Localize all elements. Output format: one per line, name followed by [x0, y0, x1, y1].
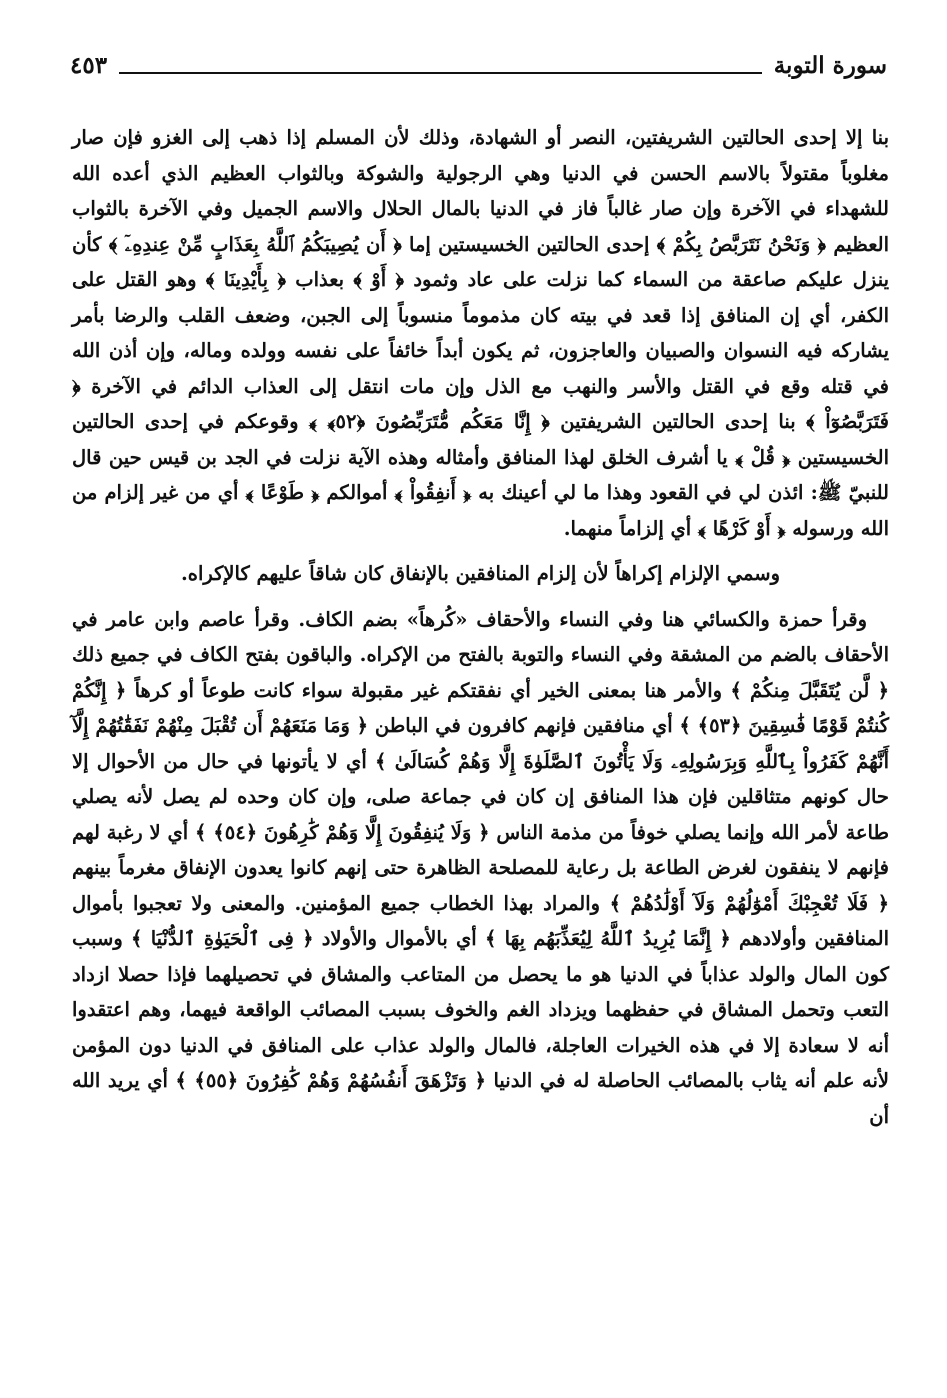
- paragraph-tafsir-2: وسمي الإلزام إكراهاً لأن إلزام المنافقين بالإنفاق كان شاقاً عليهم كالإكراه.: [180, 562, 781, 585]
- paragraph-tafsir-3: وقرأ حمزة والكسائي هنا وفي النساء والأحقاف «كُرهاً» بضم الكاف. وقرأ عاصم وابن عامر في الأحقاف بالضم من المشقة وفي النساء والتوبة بالفتح من الإكراه. والباقون بفتح الكاف في جميع ذلك ﴿ لَّن يُتَقَبَّلَ مِنكُمْ ﴾ والأمر هنا بمعنى الخير أي نفقتكم غير مقبولة سواء كانت طوعاً أو كرهاً ﴿ إِنَّكُمْ كُنتُمْ قَوْمًا فَٰسِقِينَ ﴿٥٣﴾ ﴾ أي منافقين فإنهم كافرون في الباطن ﴿ وَمَا مَنَعَهُمْ أَن تُقْبَلَ مِنْهُمْ نَفَقَٰتُهُمْ إِلَّآ أَنَّهُمْ كَفَرُواْ بِٱللَّهِ وَبِرَسُولِهِۦ وَلَا يَأْتُونَ ٱلصَّلَوٰةَ إِلَّا وَهُمْ كُسَالَىٰ ﴾ أي لا يأتونها في حال من الأحوال إلا حال كونهم متثاقلين فإن هذا المنافق إن كان في جماعة صلى، وإن كان وحده لم يصل لأنه يصلي طاعة لأمر الله وإنما يصلي خوفاً من مذمة الناس ﴿ وَلَا يُنفِقُونَ إِلَّا وَهُمْ كَٰرِهُونَ ﴿٥٤﴾ ﴾ أي لا رغبة لهم فإنهم لا ينفقون لغرض الطاعة بل رعاية للمصلحة الظاهرة حتى إنهم كانوا يعدون الإنفاق مغرماً بينهم ﴿ فَلَا تُعْجِبْكَ أَمْوَٰلُهُمْ وَلَآ أَوْلَٰدُهُمْ ﴾ والمراد بهذا الخطاب جميع المؤمنين. والمعنى ولا تعجبوا بأموال المنافقين وأولادهم ﴿ إِنَّمَا يُرِيدُ ٱللَّهُ لِيُعَذِّبَهُم بِهَا ﴾ أي بالأموال والأولاد ﴿ فِى ٱلْحَيَوٰةِ ٱلدُّنْيَا ﴾ وسبب كون المال والولد عذاباً في الدنيا هو ما يحصل من المتاعب والمشاق في تحصيلهما فإذا حصلا ازداد التعب وتحمل المشاق في حفظهما ويزداد الغم والخوف بسبب المصائب الواقعة فيهما، وهم اعتقدوا أنه لا سعادة إلا في هذه الخيرات العاجلة، فالمال والولد عذاب على المنافق في الدنيا دون المؤمن لأنه علم أنه يثاب بالمصائب الحاصلة له في الدنيا ﴿ وَتَزْهَقَ أَنفُسُهُمْ وَهُمْ كَٰفِرُونَ ﴿٥٥﴾ ﴾ أي يريد الله أن: [72, 607, 889, 1128]
- surah-title: سورة التوبة: [773, 51, 887, 79]
- page-body: [72, 120, 889, 1134]
- page-header: [70, 40, 887, 90]
- page-number: ٤٥٣: [70, 51, 108, 79]
- header-rule: [119, 72, 762, 74]
- paragraph-tafsir-1: بنا إلا إحدى الحالتين الشريفتين، النصر أو الشهادة، وذلك لأن المسلم إذا ذهب إلى الغزو فإن صار مغلوباً مقتولاً بالاسم الحسن في الدنيا وهي الرجولية والشوكة وبالثواب العظيم الذي أعده الله للشهداء في الآخرة وإن صار غالباً فاز في الدنيا بالمال الحلال والاسم الجميل وفي الآخرة بالثواب العظيم ﴿ وَنَحْنُ نَتَرَبَّصُ بِكُمْ ﴾ إحدى الحالتين الخسيستين إما ﴿ أَن يُصِيبَكُمُ ٱللَّهُ بِعَذَابٍ مِّنْ عِندِهِۦٓ ﴾ كأن ينزل عليكم صاعقة من السماء كما نزلت على عاد وثمود ﴿ أَوْ ﴾ بعذاب ﴿ بِأَيْدِينَا ﴾ وهو القتل على الكفر، أي إن المنافق إذا قعد في بيته كان مذموماً منسوباً إلى الجبن، وضعف القلب والرضا بأمر يشاركه فيه النسوان والصبيان والعاجزون، ثم يكون أبداً خائفاً على نفسه وولده وماله، وإن أذن الله في قتله وقع في القتل والأسر والنهب مع الذل وإن مات انتقل إلى العذاب الدائم في الآخرة ﴿ فَتَرَبَّصُوٓاْ ﴾ بنا إحدى الحالتين الشريفتين ﴿ إِنَّا مَعَكُم مُّتَرَبِّصُونَ ﴿٥٢﴾ ﴾ وقوعكم في إحدى الحالتين الخسيستين ﴿ قُلْ ﴾ يا أشرف الخلق لهذا المنافق وأمثاله وهذه الآية نزلت في الجد بن قيس حين قال للنبيّ ﷺ: ائذن لي في القعود وهذا ما لي أعينك به ﴿ أَنفِقُواْ ﴾ أموالكم ﴿ طَوْعًا ﴾ أي من غير إلزام من الله ورسوله ﴿ أَوْ كَرْهًا ﴾ أي إلزاماً منهما.: [72, 126, 889, 540]
